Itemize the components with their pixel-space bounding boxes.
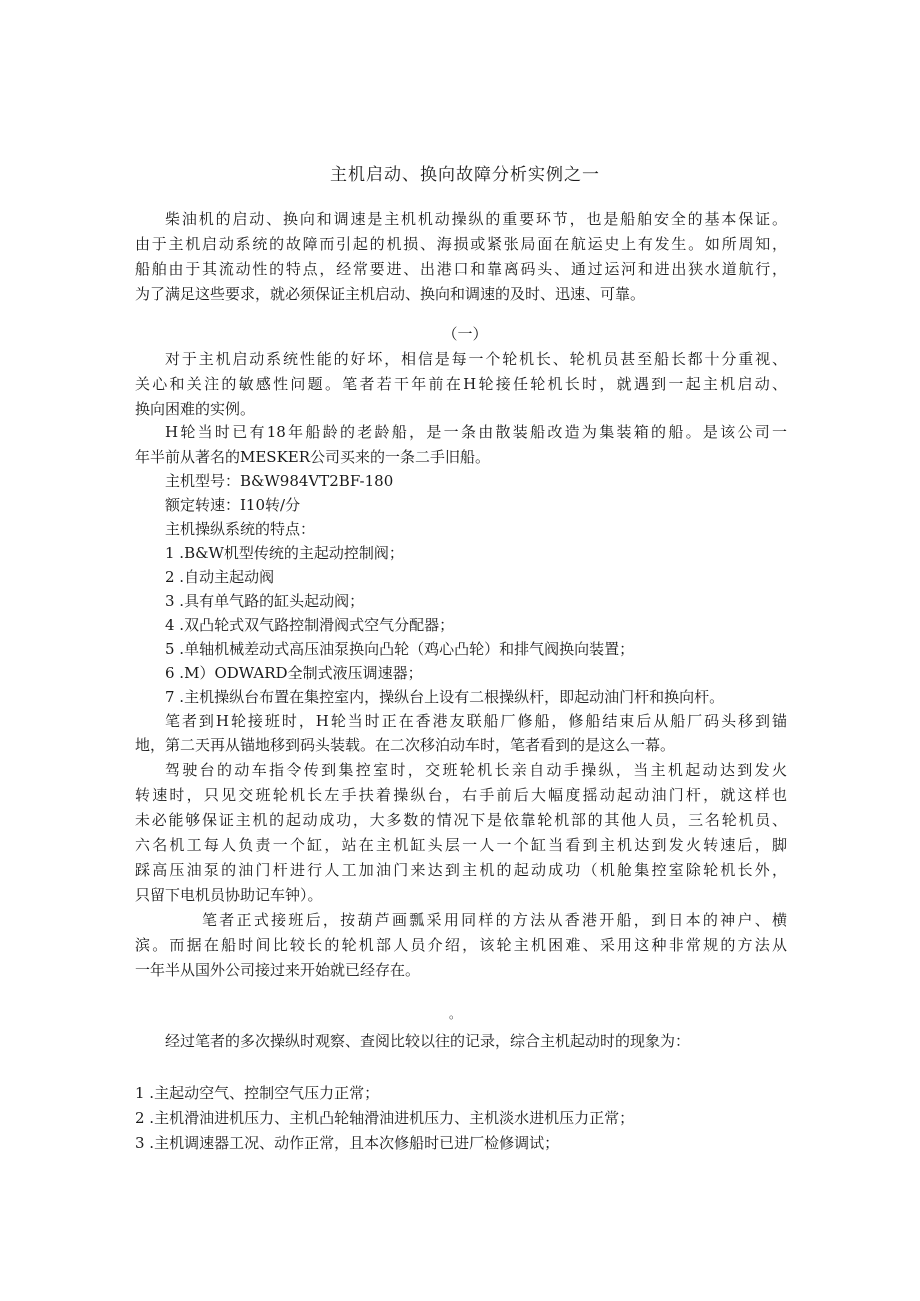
paragraph-line: 滨。而据在船时间比较长的轮机部人员介绍，该轮主机困难、采用这种非常规的方法从	[135, 936, 787, 954]
observation-item: 3 .主机调速器工况、动作正常，且本次修船时已进厂检修调试；	[135, 1134, 560, 1152]
observation-item: 1 .主起动空气、控制空气压力正常；	[135, 1084, 380, 1102]
feature-item: 2 .自动主起动阀	[165, 568, 275, 586]
document-title: 主机启动、换向故障分析实例之一	[330, 165, 600, 185]
paragraph-line: H轮当时已有18年船龄的老龄船，是一条由散装船改造为集装箱的船。是该公司一	[165, 423, 787, 441]
paragraph-line: 笔者正式接班后，按葫芦画瓢采用同样的方法从香港开船，到日本的神户、横	[202, 911, 787, 929]
intro-line: 船舶由于其流动性的特点，经常要进、出港口和靠离码头、通过运河和进出狭水道航行，	[135, 260, 787, 278]
paragraph-line: 经过笔者的多次操纵时观察、查阅比较以往的记录，综合主机起动时的现象为：	[165, 1032, 691, 1050]
paragraph-line: 换向困难的实例。	[135, 400, 256, 418]
paragraph-line: 对于主机启动系统性能的好坏，相信是每一个轮机长、轮机员甚至船长都十分重视、	[165, 350, 787, 368]
paragraph-line: 驾驶台的动车指令传到集控室时，交班轮机长亲自动手操纵，当主机起动达到发火	[165, 761, 787, 779]
paragraph-line: 六名机工每人负责一个缸，站在主机缸头层一人一个缸当看到主机达到发火转速后，脚	[135, 836, 787, 854]
paragraph-line: 只留下电机员协助记车钟）。	[135, 886, 323, 904]
small-mark: 。	[449, 1007, 462, 1021]
paragraph-line: 踩高压油泵的油门杆进行人工加油门来达到主机的起动成功（机舱集控室除轮机长外，	[135, 861, 787, 879]
paragraph-line: 转速时，只见交班轮机长左手扶着操纵台，右手前后大幅度摇动起动油门杆，就这样也	[135, 786, 787, 804]
observation-item: 2 .主机滑油进机压力、主机凸轮轴滑油进机压力、主机淡水进机压力正常；	[135, 1109, 635, 1127]
paragraph-line: 未必能够保证主机的起动成功，大多数的情况下是依靠轮机部的其他人员，三名轮机员、	[135, 811, 787, 829]
features-label: 主机操纵系统的特点：	[165, 520, 316, 538]
intro-line: 为了满足这些要求，就必须保证主机启动、换向和调速的及时、迅速、可靠。	[135, 285, 646, 303]
engine-model: 主机型号：B&W984VT2BF-180	[165, 472, 394, 490]
intro-line: 柴油机的启动、换向和调速是主机机动操纵的重要环节，也是船舶安全的基本保证。	[165, 210, 787, 228]
paragraph-line: 地，第二天再从锚地移到码头装载。在二次移泊动车时，笔者看到的是这么一幕。	[135, 736, 676, 754]
paragraph-line: 笔者到H轮接班时，H轮当时正在香港友联船厂修船，修船结束后从船厂码头移到锚	[165, 712, 787, 730]
rated-speed: 额定转速：I10转/分	[165, 496, 301, 514]
feature-item: 1 .B&W机型传统的主起动控制阀；	[165, 544, 404, 562]
paragraph-line: 关心和关注的敏感性问题。笔者若干年前在H轮接任轮机长时，就遇到一起主机启动、	[135, 375, 787, 393]
feature-item: 5 .单轴机械差动式高压油泵换向凸轮（鸡心凸轮）和排气阀换向装置；	[165, 640, 635, 658]
feature-item: 3 .具有单气路的缸头起动阀；	[165, 592, 365, 610]
paragraph-line: 年半前从著名的MESKER公司买来的一条二手旧船。	[135, 448, 491, 466]
paragraph-line: 一年半从国外公司接过来开始就已经存在。	[135, 961, 421, 979]
feature-item: 4 .双凸轮式双气路控制滑阀式空气分配器；	[165, 616, 455, 634]
feature-item: 6 .M）ODWARD全制式液压调速器；	[165, 664, 423, 682]
feature-item: 7 .主机操纵台布置在集控室内，操纵台上设有二根操纵杆，即起动油门杆和换向杆。	[165, 688, 725, 706]
section-heading: （一）	[442, 325, 488, 343]
intro-line: 由于主机启动系统的故障而引起的机损、海损或紧张局面在航运史上有发生。如所周知，	[135, 235, 787, 253]
